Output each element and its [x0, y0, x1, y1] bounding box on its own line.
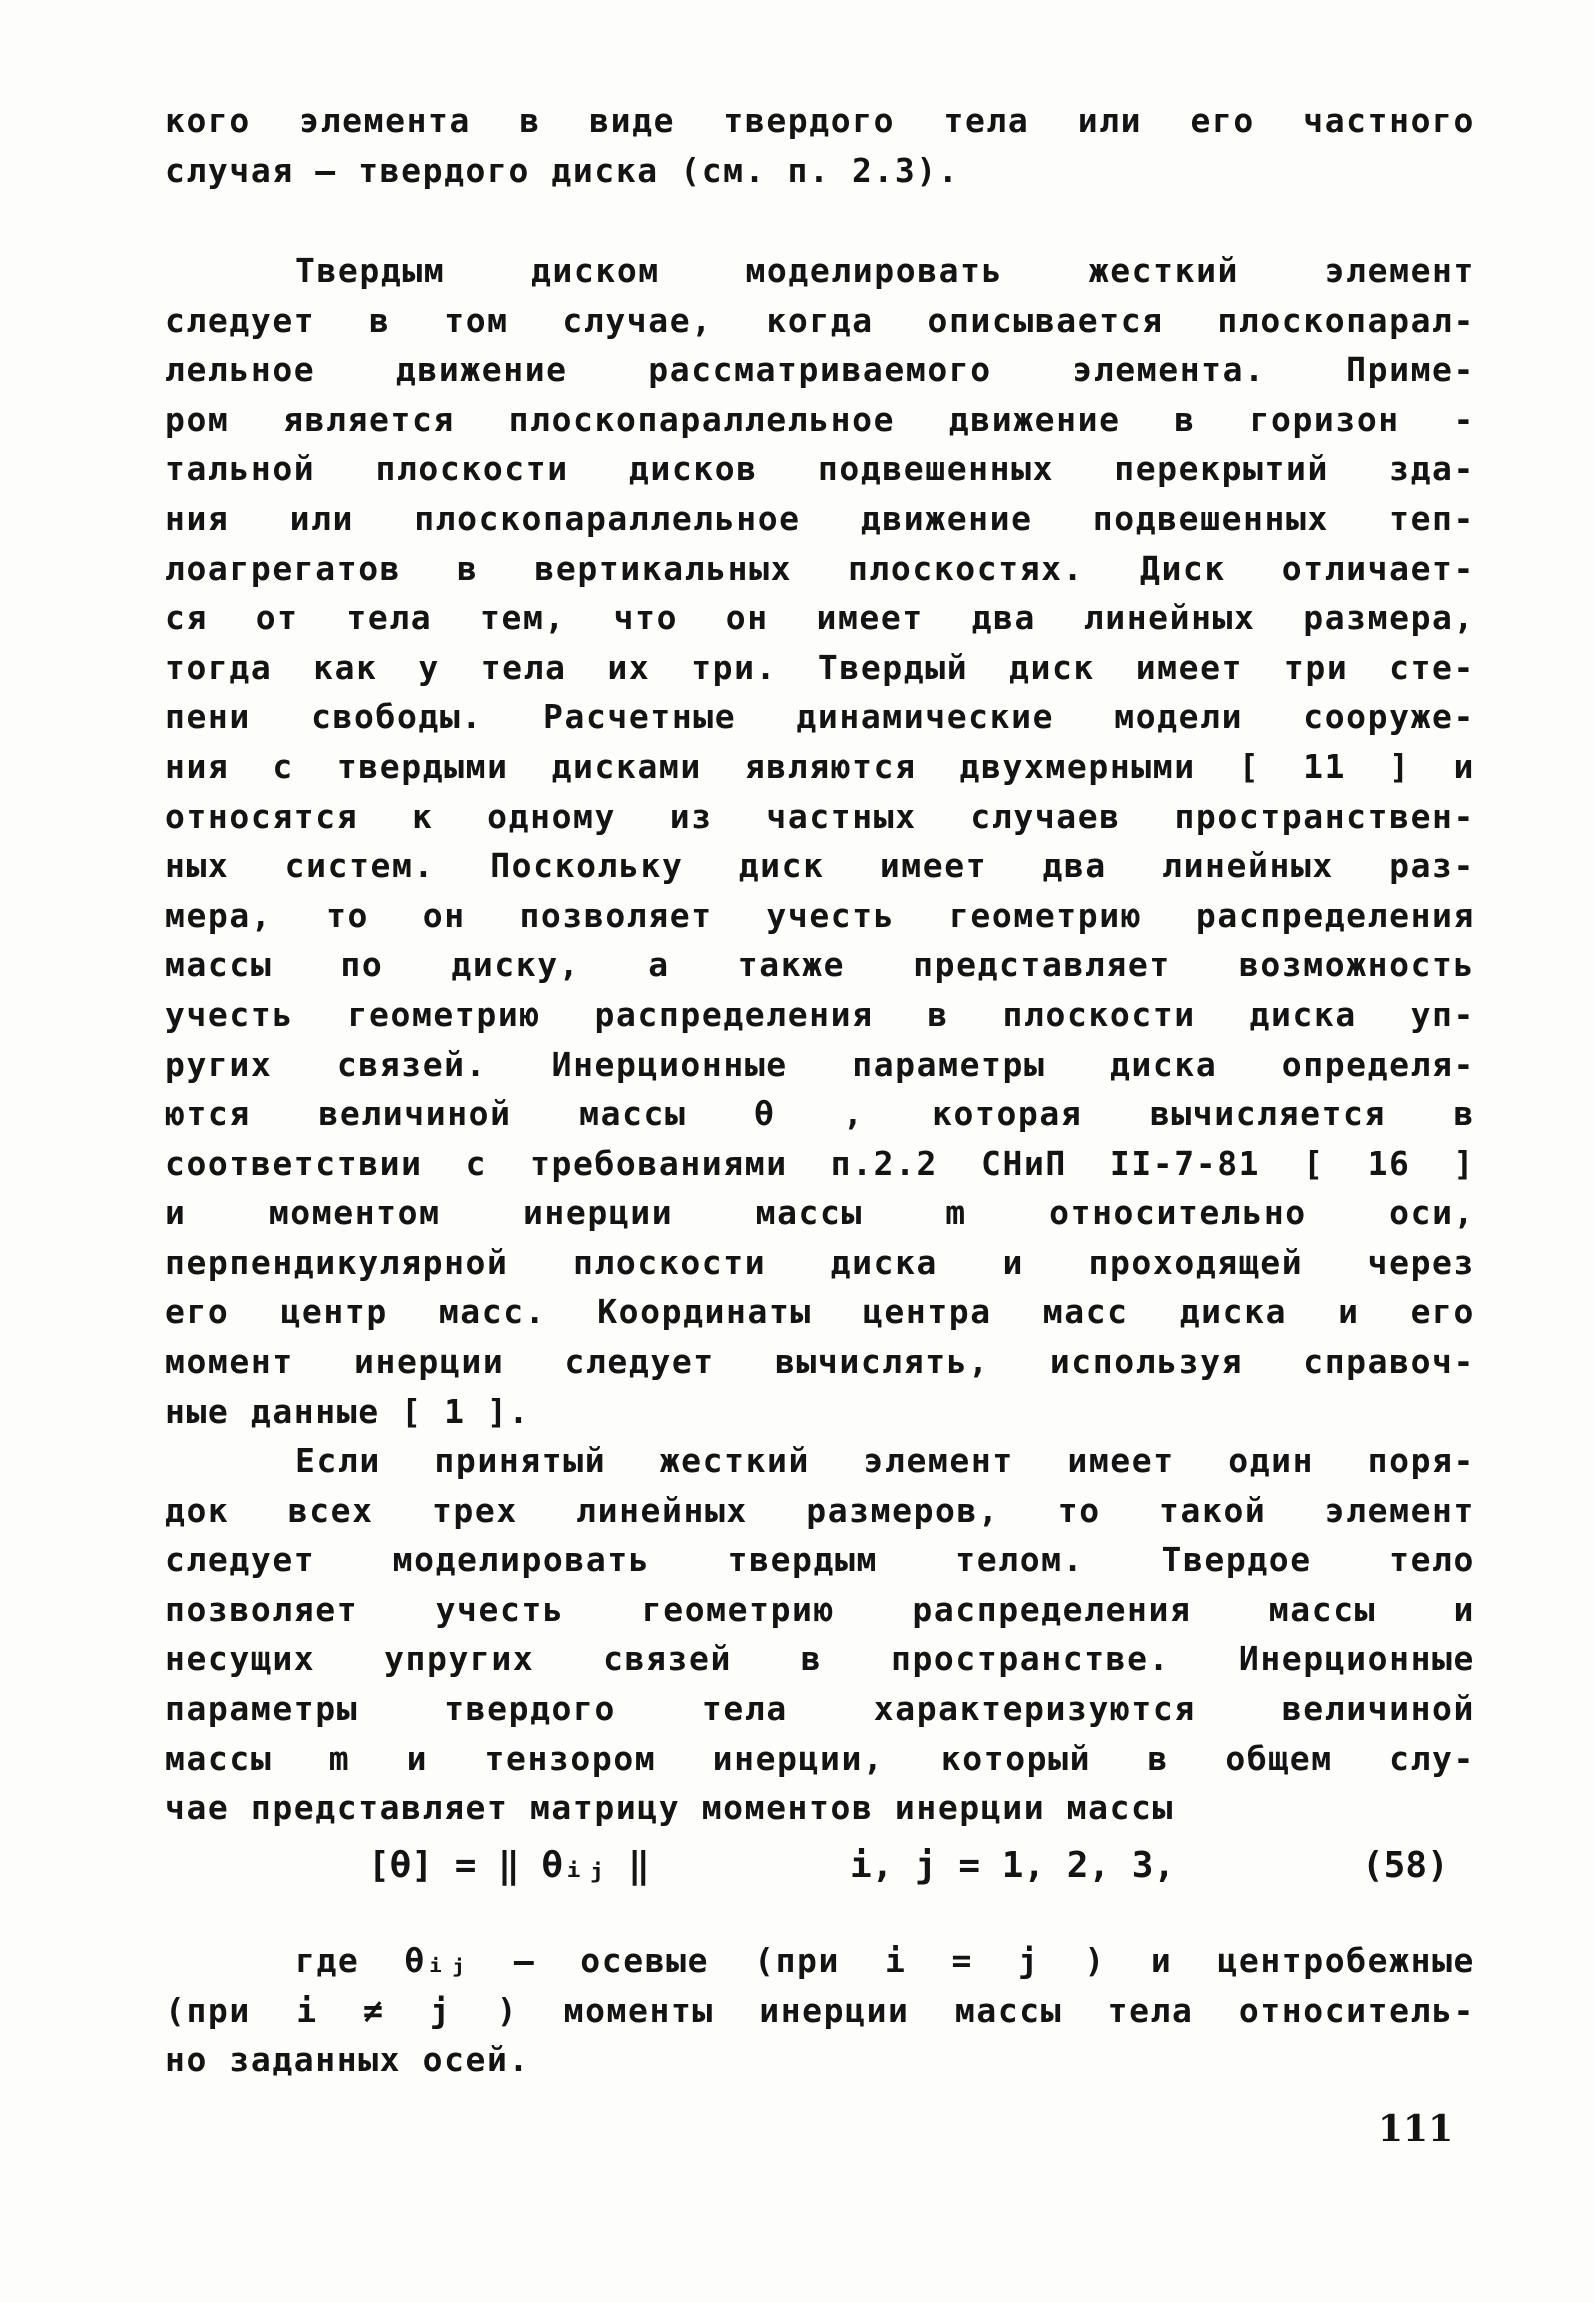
text-line: ные данные [ 1 ].: [165, 1391, 530, 1431]
text-line: ругих связей. Инерционные параметры диска определя-: [165, 1044, 1475, 1084]
text-line: пени свободы. Расчетные динамические модели сооруже-: [165, 697, 1475, 737]
equation-58: [360, 1836, 1480, 1896]
text-line: случая – твердого диска (см. п. 2.3).: [165, 150, 960, 190]
text-line: момент инерции следует вычислять, используя справоч-: [165, 1342, 1475, 1382]
equation-indices: i, j = 1, 2, 3,: [850, 1845, 1176, 1886]
text-line: Если принятый жесткий элемент имеет один поря-: [295, 1441, 1475, 1480]
text-line: Твердым диском моделировать жесткий элемент: [295, 251, 1475, 290]
text-line: док всех трех линейных размеров, то такой элемент: [165, 1490, 1475, 1530]
text-line: тальной плоскости дисков подвешенных перекрытий зда-: [165, 449, 1475, 489]
text-line: несущих упругих связей в пространстве. Инерционные: [165, 1639, 1475, 1679]
text-line: соответствии с требованиями п.2.2 СНиП II-7-81 [ 16 ]: [165, 1143, 1475, 1183]
text-line: следует в том случае, когда описывается плоскопарал-: [165, 300, 1475, 340]
text-line: ния или плоскопараллельное движение подвешенных теп-: [165, 498, 1475, 538]
text-line: кого элемента в виде твердого тела или его частного: [165, 101, 1475, 140]
text-line: относятся к одному из частных случаев пространствен-: [165, 796, 1475, 836]
text-line: учесть геометрию распределения в плоскости диска уп-: [165, 994, 1475, 1034]
text-line: параметры твердого тела характеризуются величиной: [165, 1688, 1475, 1728]
text-line: лоагрегатов в вертикальных плоскостях. Диск отличает-: [165, 548, 1475, 588]
text-line: ются величиной массы θ , которая вычисляется в: [165, 1094, 1475, 1134]
paragraph-disk: [165, 246, 1475, 1436]
paragraph-solid-body: [165, 1436, 1475, 1833]
text-line: перпендикулярной плоскости диска и проходящей через: [165, 1242, 1475, 1282]
text-line: ния с твердыми дисками являются двухмерными [ 11 ] и: [165, 746, 1475, 786]
text-line: лельное движение рассматриваемого элемента. Приме-: [165, 350, 1475, 390]
text-line: ром является плоскопараллельное движение в горизон -: [165, 399, 1475, 439]
text-line: тогда как у тела их три. Твердый диск имеет три сте-: [165, 647, 1475, 687]
text-line: позволяет учесть геометрию распределения массы и: [165, 1589, 1475, 1629]
text-line: но заданных осей.: [165, 2040, 530, 2080]
text-line: мера, то он позволяет учесть геометрию распределения: [165, 895, 1475, 935]
text-line: и моментом инерции массы m относительно оси,: [165, 1193, 1475, 1233]
paragraph-continuation: [165, 96, 1475, 195]
text-line: чае представляет матрицу моментов инерции массы: [165, 1788, 1174, 1828]
paragraph-where: [165, 1936, 1475, 2085]
page-number: 111: [1378, 2108, 1454, 2150]
equation-number: (58): [1362, 1845, 1449, 1886]
text-line: (при i ≠ j ) моменты инерции массы тела относитель-: [165, 1990, 1475, 2030]
text-line: ных систем. Поскольку диск имеет два линейных раз-: [165, 846, 1475, 886]
text-line: следует моделировать твердым телом. Твердое тело: [165, 1540, 1475, 1580]
text-line: ся от тела тем, что он имеет два линейных размера,: [165, 598, 1475, 638]
equation-lhs: [θ] = ‖ θᵢⱼ ‖: [368, 1845, 650, 1886]
text-line: массы по диску, а также представляет возможность: [165, 945, 1475, 985]
text-line: его центр масс. Координаты центра масс диска и его: [165, 1292, 1475, 1332]
text-line: массы m и тензором инерции, который в общем слу-: [165, 1738, 1475, 1778]
text-line: где θᵢⱼ – осевые (при i = j ) и центробежные: [295, 1941, 1475, 1980]
